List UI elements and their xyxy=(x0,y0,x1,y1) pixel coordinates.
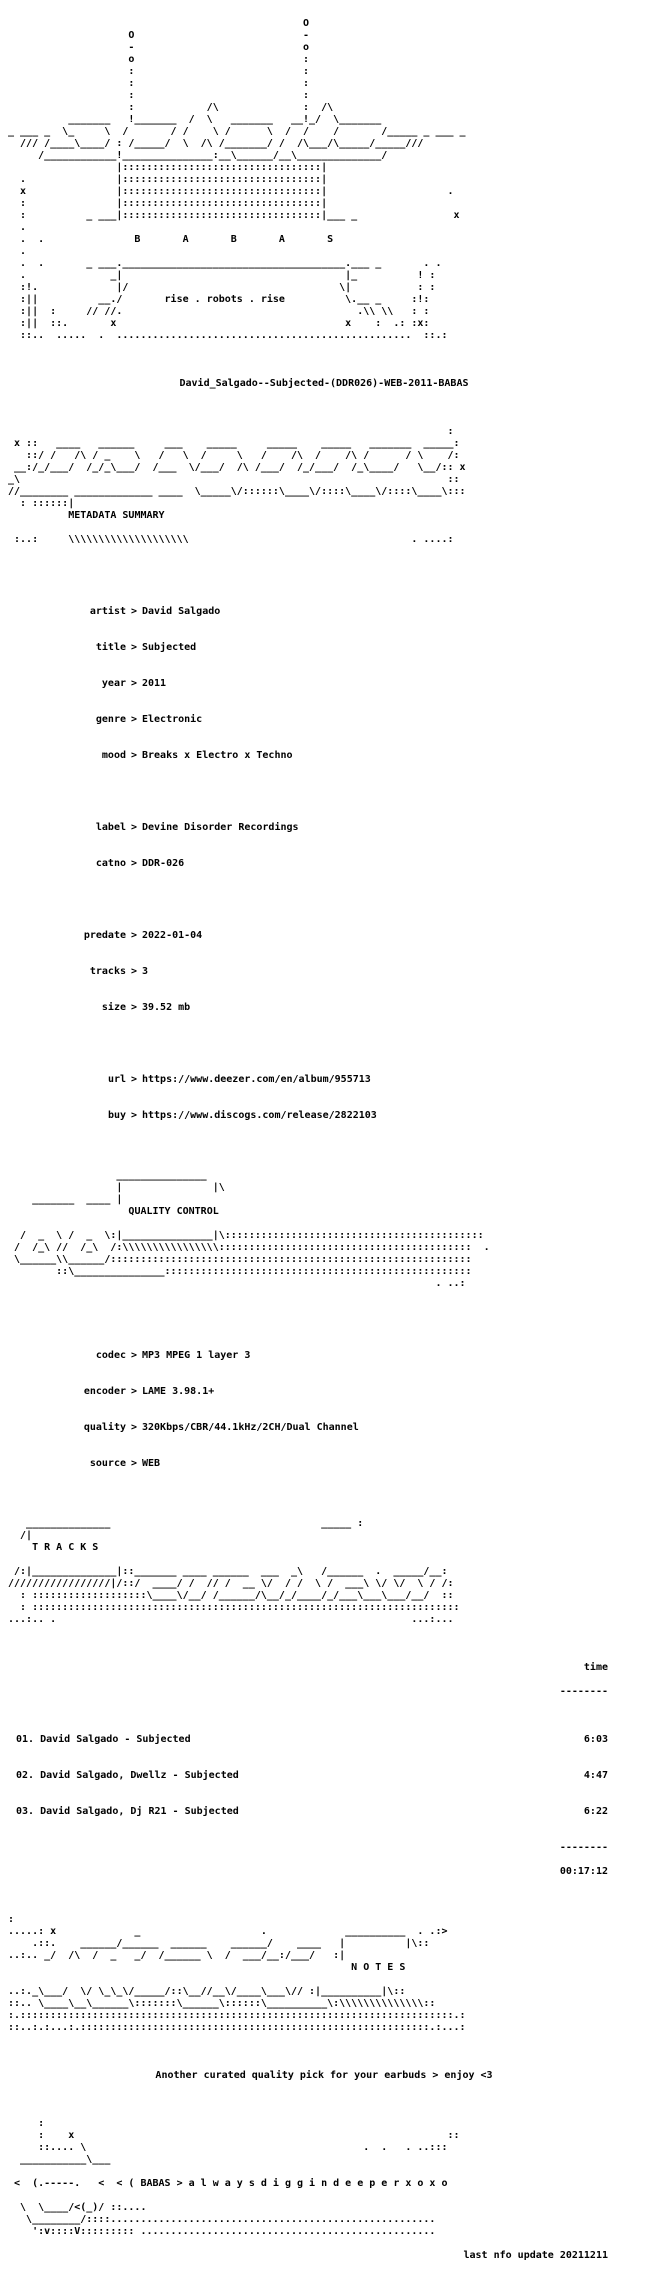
metadata-row: genre > Electronic xyxy=(95,714,203,725)
metadata-row: mood > Breaks x Electro x Techno xyxy=(101,750,293,761)
notes-section-label: N O T E S xyxy=(351,1962,406,1973)
metadata-banner-title xyxy=(8,510,640,522)
notes-banner-art-top: : .....: x _ . __________ . .:> .::. ______/______ ______ ______/ ____ | |\:: ..:.. _/ /\ / _ _/ /______ \ / ___/__:/___/ :| xyxy=(8,1914,448,1961)
track-list xyxy=(8,1710,640,1830)
metadata-row-buy: buy > https://www.discogs.com/release/2822103 xyxy=(8,1110,640,1122)
footer-art-bottom: \ \____/<(_)/ ::.... \________/::::...................................................... ':v::::V::::::::: ................................................. xyxy=(20,2202,436,2237)
tracks-header: time xyxy=(583,1662,608,1673)
quality-row: codec > MP3 MPEG 1 layer 3 xyxy=(95,1350,251,1361)
metadata-section-label: METADATA SUMMARY xyxy=(68,510,165,521)
metadata-banner-art-bottom: :..: \\\\\\\\\\\\\\\\\\\\ . ....: xyxy=(8,534,454,545)
notes-banner-art: ..:._\___/ \/ \_\_\/_____/::\__//__\/____\___\// :|__________|\:: ::.. \____\__\______\:::::::\______\::::::\__________\:\\\\\\\\\\\\\\:: :.::::::::::::::::::::::::::::::::::::::::::::::::::::::::::::::::::::::::.: ::..:.:...:.::::::::::::::::::::::::::::::::::::::::::::::::::::::::::.:...: xyxy=(8,1986,466,2033)
url-link[interactable]: https://www.deezer.com/en/album/955713 xyxy=(142,1074,371,1085)
metadata-row: predate > 2022-01-04 xyxy=(83,930,203,941)
metadata-list xyxy=(8,582,640,1134)
tracks-banner-art-top: ______________ _____ : /| xyxy=(20,1518,364,1541)
buy-link[interactable]: https://www.discogs.com/release/2822103 xyxy=(142,1110,377,1121)
metadata-banner-art: : x :: ____ ______ ___ _____ _____ _____ _______ _____: ::/ / /\ / _ \ / \ / \ / /\ / /\ / / \ /: __:/_/___/ /_/_\___/ /___ \/___/ /\ /___/ /_/___/ /_\____/ \__/:: x _\ :: //________ _____________ ____ \_____\/::::::\____\/::::\____\/::::\____\::: : ::::::| xyxy=(8,426,466,509)
nfo-document xyxy=(8,6,640,2274)
tracks-rule-top: -------- xyxy=(559,1686,608,1697)
tracks-total: 00:17:12 xyxy=(559,1866,608,1877)
quality-banner-art: _______________ | |\ _______ ____ | xyxy=(32,1170,225,1205)
quality-banner-art-bottom: / _ \ / _ \:|_______________|\::::::::::::::::::::::::::::::::::::::::::: / /_\ // /_\ /:\\\\\\\\\\\\\\\\:::::::::::::::::::::::::::::::::::::::::: . \______\\______/:::::::::::::::::::::::::::::::::::::::::::::::::::::::::::: ::\_______________::::::::::::::::::::::::::::::::::::::::::::::::::: . ..: xyxy=(14,1230,490,1289)
track-row: 01. David Salgado - Subjected 6:03 xyxy=(16,1734,608,1745)
quality-row: encoder > LAME 3.98.1+ xyxy=(83,1386,215,1397)
tracks-rule-bottom: -------- xyxy=(559,1842,608,1853)
metadata-row-url: url > https://www.deezer.com/en/album/955713 xyxy=(8,1074,640,1086)
tracks-banner-art: /:|______________|::_______ ____ ______ ___ _\ /______ . _____/__: /////////////////|/::/ ____/ / // / __ \/ / / \ / ___\ \/ \/ \ / /: : :::::::::::::::::::\____\/__/ /______/\__/_/____/_/___\___\___/__/ :: : ::::::::::::::::::::::::::::::::::::::::::::::::::::::::::::::::::::::: ...:.. . ...:... xyxy=(8,1566,460,1625)
metadata-row: tracks > 3 xyxy=(89,966,149,977)
track-row: 03. David Salgado, Dj R21 - Subjected 6:22 xyxy=(16,1806,608,1817)
metadata-row: label > Devine Disorder Recordings xyxy=(95,822,299,833)
quality-row: quality > 320Kbps/CBR/44.1kHz/2CH/Dual Channel xyxy=(83,1422,359,1433)
footer-art-top: : : x :: ::.... \ . . . ..::: ___________\___ xyxy=(20,2118,460,2165)
track-row: 02. David Salgado, Dwellz - Subjected 4:47 xyxy=(16,1770,608,1781)
notes-text: Another curated quality pick for your earbuds > enjoy <3 xyxy=(155,2070,493,2081)
quality-list xyxy=(8,1326,640,1482)
release-name: David_Salgado--Subjected-(DDR026)-WEB-2011-BABAS xyxy=(179,378,469,389)
metadata-row: artist > David Salgado xyxy=(89,606,221,617)
quality-section-label: QUALITY CONTROL xyxy=(128,1206,219,1217)
metadata-row: catno > DDR-026 xyxy=(95,858,185,869)
header-ascii-art: O O - - o o : : : : : : : : /\ : /\ _______ !_______ / \ _______ __!_/ \_______ _ ___ _ \_ \ / / / \ / \ / / / /_____ _ ___ _ /// /____\____/ : /_____/ \ /\ /_______/ / /\___/\_____/_____/// /____________!_______________:__\______/__\______________/ |:::::::::::::::::::::::::::::::::| . |:::::::::::::::::::::::::::::::::| x |:::::::::::::::::::::::::::::::::| . : |:::::::::::::::::::::::::::::::::| : _ ___|:::::::::::::::::::::::::::::::::|___ _ x . . . B A B A S . . . _ ___._____________________________________.___ _ . . . _| |_ ! : :!. |/ \| : : :|| __./ rise . robots . rise \.__ _ :!: :|| : // //. .\\ \\ : : :|| ::. x x : .: :x: ::.. ..... . ................................................. ::.: xyxy=(8,18,466,341)
metadata-row: year > 2011 xyxy=(101,678,167,689)
last-update: last nfo update 20211211 xyxy=(463,2250,608,2261)
metadata-row: size > 39.52 mb xyxy=(101,1002,191,1013)
quality-row: source > WEB xyxy=(89,1458,161,1469)
tracks-section-label: T R A C K S xyxy=(32,1542,99,1553)
footer-signature-line: < (.-----. < < ( BABAS > a l w a y s d i g g i n d e e p e r x o x o xyxy=(8,2178,448,2189)
metadata-row: title > Subjected xyxy=(95,642,197,653)
